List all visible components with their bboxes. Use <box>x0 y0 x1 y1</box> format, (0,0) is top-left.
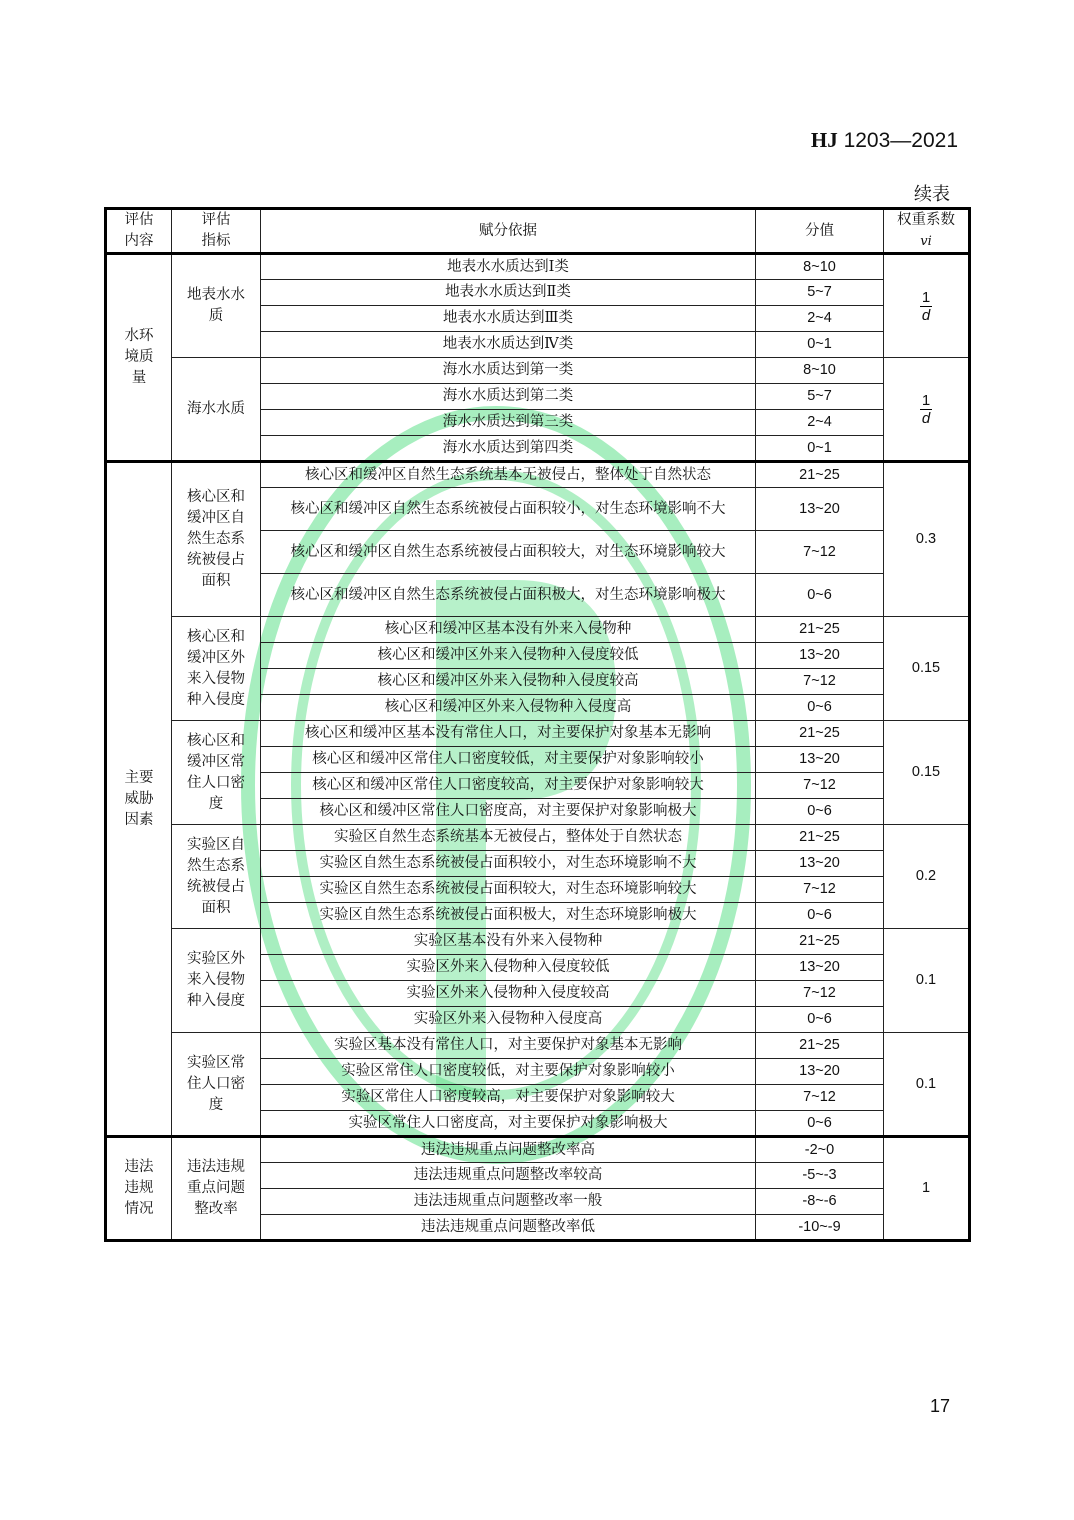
content-cell: 主要威胁因素 <box>106 462 172 1137</box>
table-row <box>106 1033 970 1059</box>
indicator-cell: 实验区外来入侵物种入侵度 <box>172 929 261 1033</box>
basis-cell: 核心区和缓冲区外来入侵物种入侵度高 <box>261 695 756 721</box>
score-cell: 7~12 <box>756 981 884 1007</box>
basis-cell: 实验区自然生态系统基本无被侵占，整体处于自然状态 <box>261 825 756 851</box>
basis-cell: 实验区外来入侵物种入侵度高 <box>261 1007 756 1033</box>
score-cell: -5~-3 <box>756 1163 884 1189</box>
fraction-numerator: 1 <box>921 392 931 409</box>
weight-fraction <box>920 392 932 427</box>
header-row <box>106 209 970 254</box>
weight-cell: 0.3 <box>884 462 970 617</box>
score-cell: 0~6 <box>756 1111 884 1137</box>
table-row <box>106 617 970 643</box>
score-cell: 7~12 <box>756 877 884 903</box>
score-cell: 21~25 <box>756 1033 884 1059</box>
group-1 <box>106 462 970 1137</box>
basis-cell: 地表水水质达到Ⅰ类 <box>261 254 756 280</box>
score-cell: 7~12 <box>756 531 884 574</box>
score-cell: 21~25 <box>756 825 884 851</box>
standard-prefix: HJ <box>810 128 838 152</box>
score-cell: 13~20 <box>756 955 884 981</box>
basis-cell: 地表水水质达到Ⅱ类 <box>261 280 756 306</box>
table-row <box>106 462 970 488</box>
score-cell: 0~6 <box>756 1007 884 1033</box>
weight-symbol: vi <box>920 234 932 249</box>
score-cell: 13~20 <box>756 1059 884 1085</box>
basis-cell: 实验区常住人口密度较低，对主要保护对象影响较小 <box>261 1059 756 1085</box>
basis-cell: 实验区自然生态系统被侵占面积较大，对生态环境影响较大 <box>261 877 756 903</box>
fraction-denominator: d <box>921 307 931 324</box>
score-cell: 13~20 <box>756 643 884 669</box>
basis-cell: 实验区外来入侵物种入侵度较高 <box>261 981 756 1007</box>
header-basis: 赋分依据 <box>261 209 756 254</box>
basis-cell: 海水水质达到第一类 <box>261 358 756 384</box>
indicator-cell: 海水水质 <box>172 358 261 462</box>
basis-cell: 实验区常住人口密度高，对主要保护对象影响极大 <box>261 1111 756 1137</box>
basis-cell: 核心区和缓冲区基本没有常住人口，对主要保护对象基本无影响 <box>261 721 756 747</box>
score-cell: 5~7 <box>756 280 884 306</box>
basis-cell: 违法违规重点问题整改率较高 <box>261 1163 756 1189</box>
indicator-cell: 违法违规重点问题整改率 <box>172 1137 261 1241</box>
score-cell: 13~20 <box>756 747 884 773</box>
weight-cell: 0.1 <box>884 929 970 1033</box>
basis-cell: 违法违规重点问题整改率低 <box>261 1215 756 1241</box>
basis-cell: 核心区和缓冲区自然生态系统被侵占面积极大，对生态环境影响极大 <box>261 574 756 617</box>
basis-cell: 核心区和缓冲区自然生态系统基本无被侵占，整体处于自然状态 <box>261 462 756 488</box>
score-cell: 2~4 <box>756 410 884 436</box>
score-cell: 0~6 <box>756 799 884 825</box>
weight-cell: 0.15 <box>884 721 970 825</box>
score-cell: 0~1 <box>756 332 884 358</box>
weight-cell: 1 <box>884 1137 970 1241</box>
header-weight: 权重系数 vi <box>884 209 970 254</box>
fraction-denominator: d <box>921 410 931 427</box>
indicator-cell: 核心区和缓冲区常住人口密度 <box>172 721 261 825</box>
basis-cell: 实验区基本没有外来入侵物种 <box>261 929 756 955</box>
basis-cell: 实验区常住人口密度较高，对主要保护对象影响较大 <box>261 1085 756 1111</box>
basis-cell: 违法违规重点问题整改率一般 <box>261 1189 756 1215</box>
score-cell: 8~10 <box>756 358 884 384</box>
score-cell: 7~12 <box>756 773 884 799</box>
header-content: 评估 内容 <box>106 209 172 254</box>
score-cell: 5~7 <box>756 384 884 410</box>
indicator-cell: 核心区和缓冲区自然生态系统被侵占面积 <box>172 462 261 617</box>
content-cell: 水环境质量 <box>106 254 172 462</box>
basis-cell: 实验区自然生态系统被侵占面积极大，对生态环境影响极大 <box>261 903 756 929</box>
score-cell: 21~25 <box>756 617 884 643</box>
score-cell: 0~1 <box>756 436 884 462</box>
weight-cell <box>884 254 970 358</box>
basis-cell: 海水水质达到第二类 <box>261 384 756 410</box>
basis-cell: 海水水质达到第四类 <box>261 436 756 462</box>
score-cell: 13~20 <box>756 851 884 877</box>
continuation-label: 续表 <box>914 184 950 205</box>
score-cell: 7~12 <box>756 669 884 695</box>
table-row <box>106 721 970 747</box>
basis-cell: 核心区和缓冲区外来入侵物种入侵度较低 <box>261 643 756 669</box>
basis-cell: 地表水水质达到Ⅲ类 <box>261 306 756 332</box>
score-cell: 8~10 <box>756 254 884 280</box>
basis-cell: 实验区自然生态系统被侵占面积较小，对生态环境影响不大 <box>261 851 756 877</box>
group-0 <box>106 254 970 462</box>
basis-cell: 核心区和缓冲区常住人口密度高，对主要保护对象影响极大 <box>261 799 756 825</box>
basis-cell: 核心区和缓冲区常住人口密度较低，对主要保护对象影响较小 <box>261 747 756 773</box>
table-row <box>106 929 970 955</box>
page-number: 17 <box>929 1396 950 1416</box>
table-row <box>106 825 970 851</box>
score-cell: 0~6 <box>756 574 884 617</box>
score-cell: -2~0 <box>756 1137 884 1163</box>
header-indicator: 评估 指标 <box>172 209 261 254</box>
score-cell: 0~6 <box>756 903 884 929</box>
score-cell: 21~25 <box>756 929 884 955</box>
standard-code <box>811 128 958 153</box>
score-cell: -8~-6 <box>756 1189 884 1215</box>
table-row <box>106 254 970 280</box>
table-row <box>106 1137 970 1163</box>
weight-fraction <box>920 289 932 324</box>
score-cell: 7~12 <box>756 1085 884 1111</box>
weight-cell: 0.15 <box>884 617 970 721</box>
score-cell: 21~25 <box>756 721 884 747</box>
weight-cell: 0.1 <box>884 1033 970 1137</box>
indicator-cell: 地表水水质 <box>172 254 261 358</box>
evaluation-table <box>104 207 971 1242</box>
fraction-numerator: 1 <box>921 289 931 306</box>
basis-cell: 核心区和缓冲区常住人口密度较高，对主要保护对象影响较大 <box>261 773 756 799</box>
basis-cell: 核心区和缓冲区基本没有外来入侵物种 <box>261 617 756 643</box>
basis-cell: 实验区外来入侵物种入侵度较低 <box>261 955 756 981</box>
basis-cell: 违法违规重点问题整改率高 <box>261 1137 756 1163</box>
indicator-cell: 实验区常住人口密度 <box>172 1033 261 1137</box>
standard-number: 1203—2021 <box>843 129 958 152</box>
basis-cell: 实验区基本没有常住人口，对主要保护对象基本无影响 <box>261 1033 756 1059</box>
basis-cell: 核心区和缓冲区自然生态系统被侵占面积较小，对生态环境影响不大 <box>261 488 756 531</box>
score-cell: 0~6 <box>756 695 884 721</box>
indicator-cell: 核心区和缓冲区外来入侵物种入侵度 <box>172 617 261 721</box>
basis-cell: 核心区和缓冲区外来入侵物种入侵度较高 <box>261 669 756 695</box>
header-score: 分值 <box>756 209 884 254</box>
score-cell: 2~4 <box>756 306 884 332</box>
basis-cell: 地表水水质达到Ⅳ类 <box>261 332 756 358</box>
table-row <box>106 358 970 384</box>
score-cell: 21~25 <box>756 462 884 488</box>
score-cell: -10~-9 <box>756 1215 884 1241</box>
indicator-cell: 实验区自然生态系统被侵占面积 <box>172 825 261 929</box>
group-2 <box>106 1137 970 1241</box>
weight-cell: 0.2 <box>884 825 970 929</box>
basis-cell: 核心区和缓冲区自然生态系统被侵占面积较大，对生态环境影响较大 <box>261 531 756 574</box>
content-cell: 违法违规情况 <box>106 1137 172 1241</box>
score-cell: 13~20 <box>756 488 884 531</box>
weight-cell <box>884 358 970 462</box>
basis-cell: 海水水质达到第三类 <box>261 410 756 436</box>
